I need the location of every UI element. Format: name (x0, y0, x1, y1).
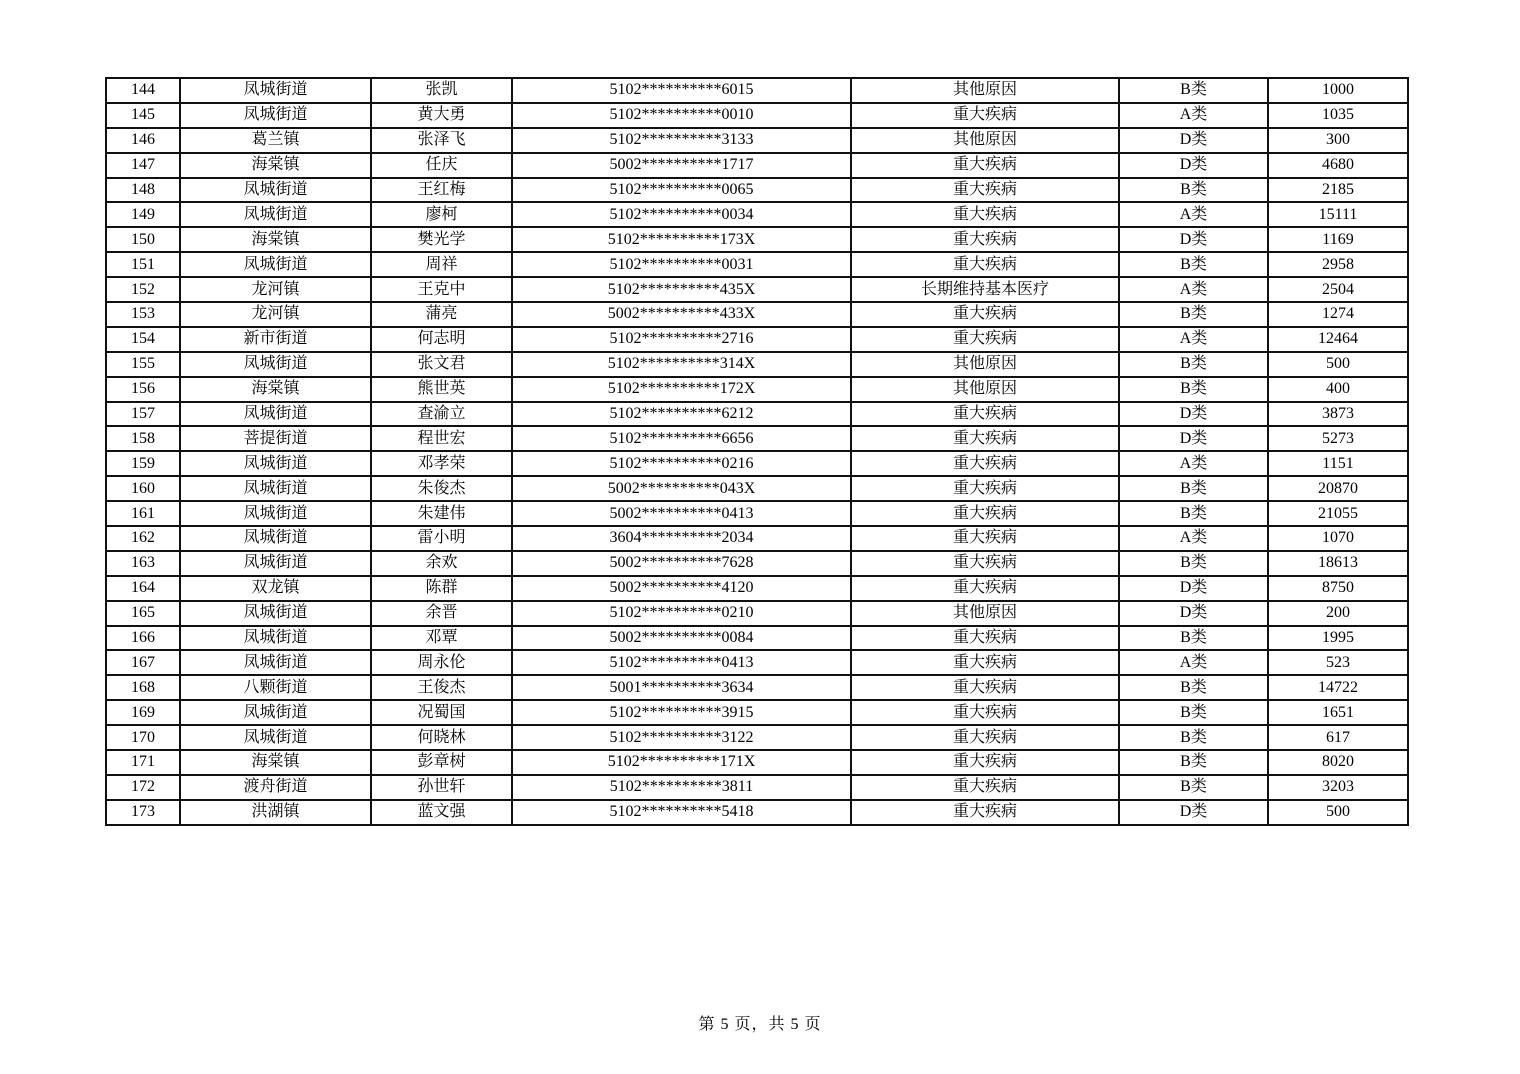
cell-category: D类 (1119, 227, 1268, 252)
cell-index: 165 (106, 601, 180, 626)
table-row (106, 103, 1408, 128)
cell-amount: 617 (1268, 725, 1408, 750)
table-row (106, 178, 1408, 203)
cell-name: 朱俊杰 (371, 476, 512, 501)
table-row (106, 750, 1408, 775)
cell-town: 凤城街道 (180, 402, 371, 427)
table-row (106, 700, 1408, 725)
table-row (106, 128, 1408, 153)
cell-id: 5002**********7628 (512, 551, 851, 576)
table-row (106, 501, 1408, 526)
cell-name: 邓孝荣 (371, 451, 512, 476)
cell-index: 167 (106, 650, 180, 675)
cell-name: 邓覃 (371, 626, 512, 651)
cell-index: 161 (106, 501, 180, 526)
cell-reason: 重大疾病 (851, 178, 1119, 203)
cell-town: 凤城街道 (180, 78, 371, 103)
table-row (106, 601, 1408, 626)
cell-name: 雷小明 (371, 526, 512, 551)
cell-amount: 3873 (1268, 402, 1408, 427)
cell-town: 渡舟街道 (180, 775, 371, 800)
cell-name: 余欢 (371, 551, 512, 576)
cell-amount: 400 (1268, 377, 1408, 402)
cell-index: 168 (106, 675, 180, 700)
cell-id: 5002**********043X (512, 476, 851, 501)
cell-index: 153 (106, 302, 180, 327)
table-row (106, 476, 1408, 501)
cell-town: 洪湖镇 (180, 800, 371, 825)
cell-category: B类 (1119, 551, 1268, 576)
cell-id: 5102**********173X (512, 227, 851, 252)
cell-town: 凤城街道 (180, 252, 371, 277)
cell-index: 146 (106, 128, 180, 153)
cell-index: 173 (106, 800, 180, 825)
cell-reason: 重大疾病 (851, 576, 1119, 601)
cell-category: D类 (1119, 426, 1268, 451)
cell-id: 5002**********433X (512, 302, 851, 327)
cell-name: 余晋 (371, 601, 512, 626)
cell-town: 凤城街道 (180, 700, 371, 725)
cell-id: 5002**********4120 (512, 576, 851, 601)
cell-id: 5102**********171X (512, 750, 851, 775)
cell-reason: 重大疾病 (851, 327, 1119, 352)
cell-index: 169 (106, 700, 180, 725)
cell-id: 5102**********0216 (512, 451, 851, 476)
cell-reason: 重大疾病 (851, 103, 1119, 128)
cell-amount: 1035 (1268, 103, 1408, 128)
cell-index: 162 (106, 526, 180, 551)
cell-id: 5102**********435X (512, 277, 851, 302)
cell-category: B类 (1119, 78, 1268, 103)
cell-town: 凤城街道 (180, 476, 371, 501)
cell-town: 八颗街道 (180, 675, 371, 700)
table-row (106, 352, 1408, 377)
cell-id: 5102**********3133 (512, 128, 851, 153)
cell-town: 葛兰镇 (180, 128, 371, 153)
cell-reason: 其他原因 (851, 352, 1119, 377)
cell-name: 孙世轩 (371, 775, 512, 800)
cell-category: B类 (1119, 501, 1268, 526)
table-row (106, 526, 1408, 551)
cell-category: B类 (1119, 675, 1268, 700)
cell-index: 166 (106, 626, 180, 651)
cell-name: 彭章树 (371, 750, 512, 775)
cell-category: B类 (1119, 700, 1268, 725)
cell-index: 145 (106, 103, 180, 128)
cell-amount: 12464 (1268, 327, 1408, 352)
cell-amount: 1995 (1268, 626, 1408, 651)
cell-reason: 重大疾病 (851, 675, 1119, 700)
cell-index: 152 (106, 277, 180, 302)
cell-amount: 18613 (1268, 551, 1408, 576)
table-row (106, 675, 1408, 700)
cell-reason: 重大疾病 (851, 426, 1119, 451)
cell-amount: 14722 (1268, 675, 1408, 700)
cell-index: 170 (106, 725, 180, 750)
cell-category: B类 (1119, 302, 1268, 327)
cell-amount: 8750 (1268, 576, 1408, 601)
cell-category: A类 (1119, 526, 1268, 551)
cell-index: 172 (106, 775, 180, 800)
cell-town: 凤城街道 (180, 103, 371, 128)
cell-name: 蓝文强 (371, 800, 512, 825)
cell-reason: 重大疾病 (851, 775, 1119, 800)
cell-category: A类 (1119, 103, 1268, 128)
cell-amount: 21055 (1268, 501, 1408, 526)
cell-town: 凤城街道 (180, 601, 371, 626)
table-row (106, 426, 1408, 451)
cell-reason: 其他原因 (851, 601, 1119, 626)
cell-reason: 重大疾病 (851, 725, 1119, 750)
cell-town: 双龙镇 (180, 576, 371, 601)
cell-index: 155 (106, 352, 180, 377)
benefit-table (105, 77, 1409, 826)
cell-amount: 200 (1268, 601, 1408, 626)
cell-amount: 1169 (1268, 227, 1408, 252)
cell-id: 5102**********0010 (512, 103, 851, 128)
cell-name: 程世宏 (371, 426, 512, 451)
cell-name: 何志明 (371, 327, 512, 352)
cell-index: 151 (106, 252, 180, 277)
cell-index: 144 (106, 78, 180, 103)
cell-reason: 重大疾病 (851, 302, 1119, 327)
cell-name: 张凯 (371, 78, 512, 103)
table-row (106, 775, 1408, 800)
cell-id: 5002**********1717 (512, 153, 851, 178)
cell-town: 龙河镇 (180, 302, 371, 327)
cell-category: D类 (1119, 800, 1268, 825)
cell-reason: 重大疾病 (851, 402, 1119, 427)
cell-amount: 8020 (1268, 750, 1408, 775)
cell-name: 周祥 (371, 252, 512, 277)
cell-reason: 重大疾病 (851, 202, 1119, 227)
table-row (106, 551, 1408, 576)
cell-reason: 重大疾病 (851, 750, 1119, 775)
table-row (106, 402, 1408, 427)
cell-town: 凤城街道 (180, 501, 371, 526)
cell-id: 5102**********0210 (512, 601, 851, 626)
cell-town: 海棠镇 (180, 227, 371, 252)
cell-category: B类 (1119, 476, 1268, 501)
cell-reason: 重大疾病 (851, 650, 1119, 675)
cell-category: D类 (1119, 601, 1268, 626)
cell-id: 5102**********172X (512, 377, 851, 402)
cell-index: 163 (106, 551, 180, 576)
cell-reason: 重大疾病 (851, 153, 1119, 178)
cell-id: 5002**********0084 (512, 626, 851, 651)
cell-name: 廖柯 (371, 202, 512, 227)
cell-reason: 重大疾病 (851, 626, 1119, 651)
cell-index: 171 (106, 750, 180, 775)
cell-town: 凤城街道 (180, 526, 371, 551)
cell-category: B类 (1119, 377, 1268, 402)
cell-id: 5102**********6212 (512, 402, 851, 427)
cell-id: 5102**********0065 (512, 178, 851, 203)
cell-category: A类 (1119, 327, 1268, 352)
cell-category: B类 (1119, 352, 1268, 377)
cell-amount: 1651 (1268, 700, 1408, 725)
cell-index: 149 (106, 202, 180, 227)
cell-town: 凤城街道 (180, 352, 371, 377)
cell-id: 5102**********6015 (512, 78, 851, 103)
table-row (106, 327, 1408, 352)
cell-reason: 重大疾病 (851, 476, 1119, 501)
cell-id: 5102**********6656 (512, 426, 851, 451)
cell-town: 海棠镇 (180, 750, 371, 775)
cell-index: 154 (106, 327, 180, 352)
table-row (106, 153, 1408, 178)
cell-town: 凤城街道 (180, 451, 371, 476)
cell-id: 5001**********3634 (512, 675, 851, 700)
cell-id: 5102**********0413 (512, 650, 851, 675)
cell-category: A类 (1119, 202, 1268, 227)
table-row (106, 277, 1408, 302)
cell-id: 5102**********0031 (512, 252, 851, 277)
cell-name: 张泽飞 (371, 128, 512, 153)
cell-name: 陈群 (371, 576, 512, 601)
cell-index: 160 (106, 476, 180, 501)
table-row (106, 800, 1408, 825)
table-row (106, 302, 1408, 327)
cell-town: 菩提街道 (180, 426, 371, 451)
cell-town: 凤城街道 (180, 551, 371, 576)
cell-name: 蒲亮 (371, 302, 512, 327)
cell-category: B类 (1119, 750, 1268, 775)
cell-reason: 其他原因 (851, 377, 1119, 402)
cell-name: 任庆 (371, 153, 512, 178)
cell-town: 新市街道 (180, 327, 371, 352)
cell-id: 5102**********5418 (512, 800, 851, 825)
cell-category: D类 (1119, 402, 1268, 427)
table-row (106, 377, 1408, 402)
cell-reason: 重大疾病 (851, 800, 1119, 825)
cell-amount: 500 (1268, 352, 1408, 377)
cell-category: B类 (1119, 252, 1268, 277)
cell-town: 凤城街道 (180, 725, 371, 750)
table-row (106, 650, 1408, 675)
cell-index: 157 (106, 402, 180, 427)
cell-category: A类 (1119, 277, 1268, 302)
cell-category: B类 (1119, 626, 1268, 651)
cell-reason: 其他原因 (851, 78, 1119, 103)
cell-reason: 重大疾病 (851, 526, 1119, 551)
cell-id: 5102**********0034 (512, 202, 851, 227)
cell-index: 164 (106, 576, 180, 601)
cell-id: 5002**********0413 (512, 501, 851, 526)
cell-id: 5102**********3915 (512, 700, 851, 725)
cell-amount: 523 (1268, 650, 1408, 675)
cell-reason: 重大疾病 (851, 252, 1119, 277)
cell-reason: 重大疾病 (851, 700, 1119, 725)
cell-index: 159 (106, 451, 180, 476)
table-row (106, 576, 1408, 601)
table-row (106, 451, 1408, 476)
cell-amount: 2958 (1268, 252, 1408, 277)
cell-name: 周永伦 (371, 650, 512, 675)
cell-id: 5102**********2716 (512, 327, 851, 352)
cell-amount: 5273 (1268, 426, 1408, 451)
cell-amount: 300 (1268, 128, 1408, 153)
cell-name: 樊光学 (371, 227, 512, 252)
cell-name: 熊世英 (371, 377, 512, 402)
cell-town: 凤城街道 (180, 202, 371, 227)
table-row (106, 78, 1408, 103)
cell-id: 5102**********3811 (512, 775, 851, 800)
cell-category: D类 (1119, 153, 1268, 178)
cell-amount: 20870 (1268, 476, 1408, 501)
cell-index: 148 (106, 178, 180, 203)
cell-name: 王红梅 (371, 178, 512, 203)
cell-reason: 重大疾病 (851, 551, 1119, 576)
cell-reason: 重大疾病 (851, 451, 1119, 476)
cell-id: 5102**********3122 (512, 725, 851, 750)
cell-name: 查渝立 (371, 402, 512, 427)
cell-id: 3604**********2034 (512, 526, 851, 551)
cell-town: 龙河镇 (180, 277, 371, 302)
cell-name: 况蜀国 (371, 700, 512, 725)
cell-category: B类 (1119, 725, 1268, 750)
cell-index: 147 (106, 153, 180, 178)
cell-category: A类 (1119, 451, 1268, 476)
cell-reason: 长期维持基本医疗 (851, 277, 1119, 302)
cell-name: 王俊杰 (371, 675, 512, 700)
table-row (106, 626, 1408, 651)
table-row (106, 227, 1408, 252)
cell-town: 凤城街道 (180, 626, 371, 651)
cell-name: 朱建伟 (371, 501, 512, 526)
cell-category: B类 (1119, 775, 1268, 800)
cell-amount: 1274 (1268, 302, 1408, 327)
cell-town: 凤城街道 (180, 178, 371, 203)
cell-reason: 重大疾病 (851, 227, 1119, 252)
cell-amount: 1070 (1268, 526, 1408, 551)
cell-reason: 重大疾病 (851, 501, 1119, 526)
cell-amount: 4680 (1268, 153, 1408, 178)
cell-id: 5102**********314X (512, 352, 851, 377)
cell-category: D类 (1119, 576, 1268, 601)
cell-amount: 3203 (1268, 775, 1408, 800)
cell-town: 海棠镇 (180, 153, 371, 178)
page-footer: 第 5 页，共 5 页 (698, 1016, 822, 1033)
cell-category: A类 (1119, 650, 1268, 675)
cell-name: 何晓林 (371, 725, 512, 750)
cell-category: D类 (1119, 128, 1268, 153)
table-row (106, 725, 1408, 750)
cell-reason: 其他原因 (851, 128, 1119, 153)
table-body (106, 78, 1408, 825)
cell-amount: 1151 (1268, 451, 1408, 476)
cell-index: 150 (106, 227, 180, 252)
cell-amount: 15111 (1268, 202, 1408, 227)
cell-amount: 1000 (1268, 78, 1408, 103)
cell-name: 王克中 (371, 277, 512, 302)
cell-name: 张文君 (371, 352, 512, 377)
cell-town: 海棠镇 (180, 377, 371, 402)
cell-town: 凤城街道 (180, 650, 371, 675)
table-row (106, 202, 1408, 227)
cell-amount: 500 (1268, 800, 1408, 825)
cell-category: B类 (1119, 178, 1268, 203)
cell-name: 黄大勇 (371, 103, 512, 128)
cell-index: 158 (106, 426, 180, 451)
cell-amount: 2504 (1268, 277, 1408, 302)
cell-amount: 2185 (1268, 178, 1408, 203)
table-row (106, 252, 1408, 277)
cell-index: 156 (106, 377, 180, 402)
